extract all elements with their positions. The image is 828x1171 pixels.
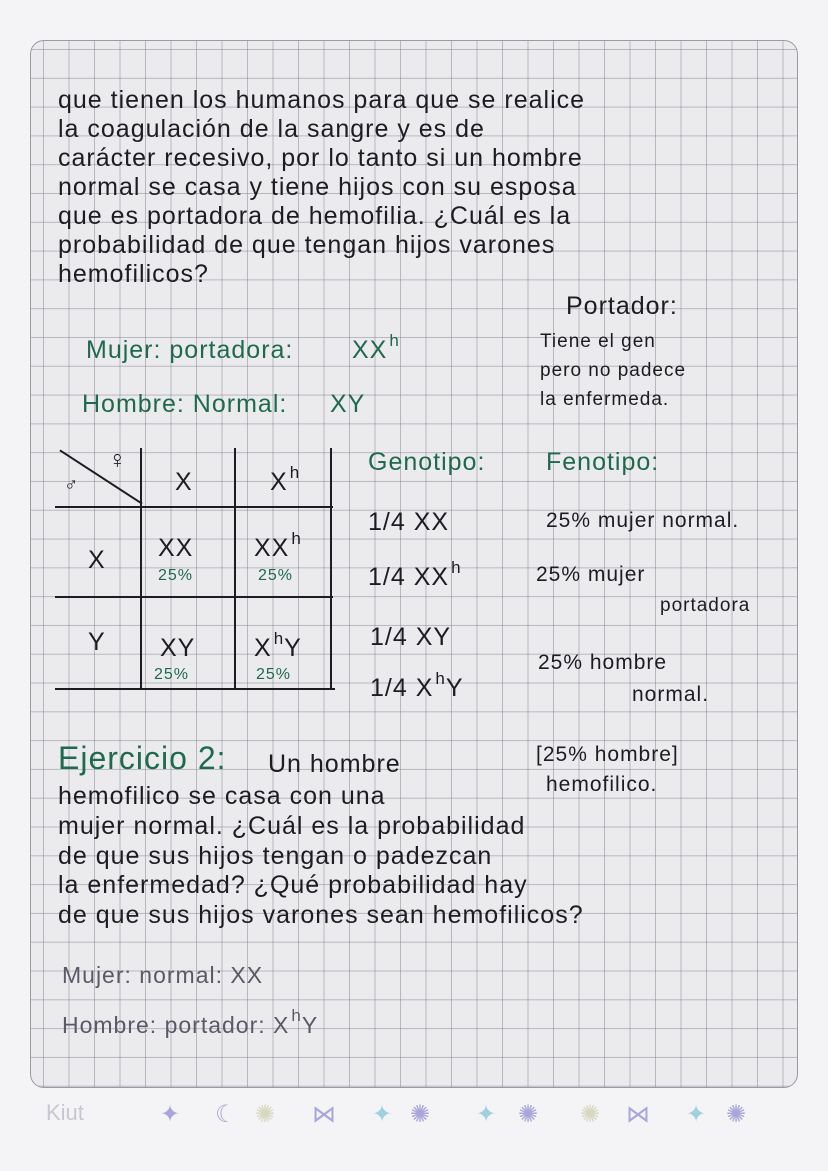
star-icon: ✦ [372, 1101, 393, 1128]
hombre-label: Hombre: Normal: [82, 390, 288, 418]
genotipo-item: 1/4 X $^h$Y [370, 669, 464, 702]
mujer-genotype: XX $^h$ [352, 331, 400, 364]
col-header: X $^h$ [270, 463, 301, 496]
genotipo-title: Genotipo: [368, 448, 486, 476]
punnett-cell: XY [160, 634, 196, 662]
intro-line: carácter recesivo, por lo tanto si un hombre [58, 144, 583, 172]
fenotipo-item-cont: normal. [632, 683, 710, 706]
exercise-line: de que sus hijos varones sean hemofilicos? [58, 901, 584, 929]
burst-icon: ✺ [726, 1101, 747, 1128]
exercise-line: Un hombre [268, 750, 401, 778]
exercise-hombre: Hombre: portador: X $^h$Y [62, 1006, 319, 1038]
definition-line: Tiene el gen [540, 331, 656, 352]
sun-icon: ✺ [255, 1101, 276, 1128]
cell-percent: 25% [256, 666, 292, 683]
row-header: Y [88, 628, 106, 656]
intro-line: probabilidad de que tengan hijos varones [58, 231, 556, 259]
punnett-cell: XX [158, 534, 194, 562]
bow-icon: ⋈ [626, 1101, 650, 1128]
genotipo-item: 1/4 XY [370, 623, 452, 651]
intro-line: hemofilicos? [58, 260, 209, 288]
sparkle-icon: ✦ [160, 1101, 181, 1128]
cell-percent: 25% [158, 567, 194, 584]
fenotipo-title: Fenotipo: [546, 448, 660, 476]
bow-icon: ⋈ [312, 1101, 336, 1128]
fenotipo-item-cont: portadora [660, 595, 751, 616]
punnett-cell: X $^h$Y [254, 629, 302, 662]
fenotipo-item-cont: hemofilico. [546, 773, 658, 796]
fenotipo-item: [25% hombre] [536, 743, 679, 766]
mujer-label: Mujer: portadora: [86, 336, 294, 364]
definition-line: pero no padece [540, 360, 687, 381]
brand-logo: Kiut [46, 1100, 84, 1125]
intro-line: que es portadora de hemofilia. ¿Cuál es la [58, 202, 572, 230]
row-header: X [88, 546, 106, 574]
female-symbol: ♀ [108, 446, 128, 474]
burst-icon: ✺ [410, 1101, 431, 1128]
fenotipo-item: 25% hombre [538, 651, 668, 674]
intro-line: normal se casa y tiene hijos con su esposa [58, 173, 577, 201]
col-header: X [175, 468, 193, 496]
genotipo-item: 1/4 XX [368, 508, 450, 536]
male-symbol: ♂ [64, 475, 80, 496]
star-icon: ✦ [686, 1101, 707, 1128]
fenotipo-item: 25% mujer [536, 563, 646, 586]
cell-percent: 25% [258, 567, 294, 584]
cell-percent: 25% [154, 666, 190, 683]
punnett-cell: XX $^h$ [254, 529, 302, 562]
exercise-2-title: Ejercicio 2: [58, 740, 227, 776]
sparkle-icon: ✦ [476, 1101, 497, 1128]
exercise-line: hemofilico se casa con una [58, 782, 386, 810]
definition-title: Portador: [566, 292, 678, 320]
burst-icon: ✺ [518, 1101, 539, 1128]
intro-line: la coagulación de la sangre y es de [58, 115, 485, 143]
exercise-line: mujer normal. ¿Cuál es la probabilidad [58, 812, 526, 840]
hombre-genotype: XY [330, 390, 366, 418]
definition-line: la enfermeda. [540, 389, 670, 410]
sun-icon: ✺ [580, 1101, 601, 1128]
fenotipo-item: 25% mujer normal. [546, 509, 740, 532]
exercise-line: la enfermedad? ¿Qué probabilidad hay [58, 871, 528, 899]
intro-line: que tienen los humanos para que se realice [58, 86, 586, 114]
exercise-line: de que sus hijos tengan o padezcan [58, 842, 493, 870]
genotipo-item: 1/4 XX $^h$ [368, 558, 462, 591]
exercise-mujer: Mujer: normal: XX [62, 962, 264, 988]
moon-icon: ☾ [215, 1101, 237, 1128]
